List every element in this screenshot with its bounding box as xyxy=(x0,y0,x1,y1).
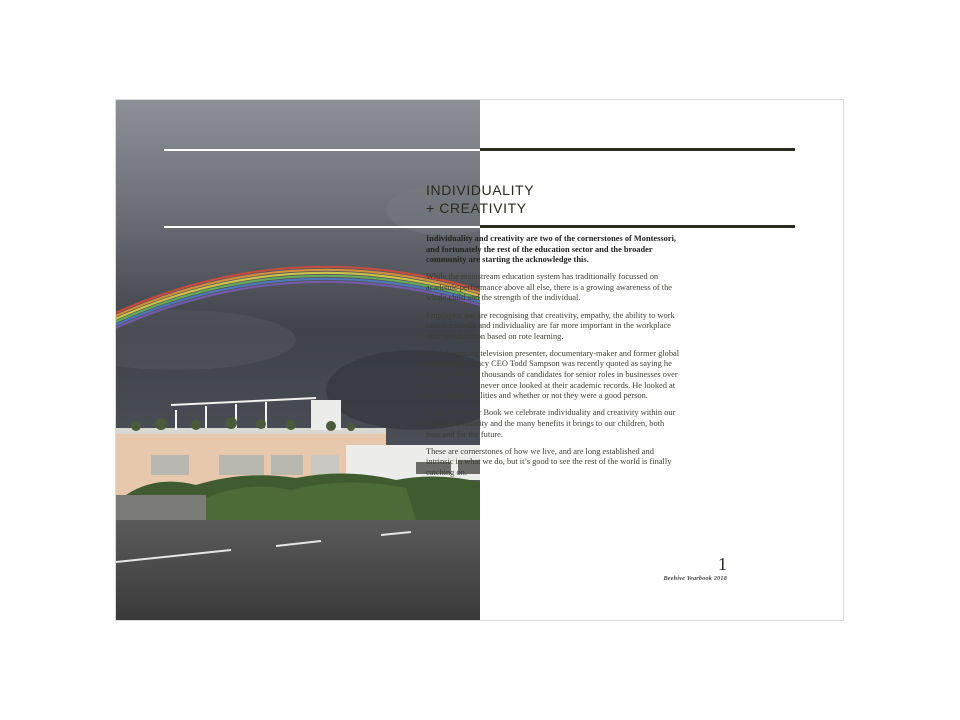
title-line-2: + CREATIVITY xyxy=(426,200,527,216)
page-title xyxy=(426,181,726,217)
publication-footer: Beehive Yearbook 2018 xyxy=(663,575,727,582)
article-body xyxy=(426,234,680,485)
photo-top-rule xyxy=(164,149,480,151)
paragraph-1: While the mainstream education system has traditionally focussed on academic performance above all else, there is a growing awareness of the whole child and the strength of the individual. xyxy=(426,272,673,303)
paragraph-2: Employers too are recognising that creativity, empathy, the ability to work collaboratively and individuality are far more important in the workplace than an education based on rote learning. xyxy=(426,310,675,341)
title-line-1: INDIVIDUALITY xyxy=(426,182,535,198)
paragraph-3: Award-winning television presenter, documentary-maker and former global advertising agency CEO Todd Sampson was recently quoted as saying he had interviewed thousands of candidates for senior roles in businesses over many years and never once looked at their academic records. He looked at their human qualities and whether or not they were a good person. xyxy=(426,348,680,401)
title-bottom-rule xyxy=(480,225,795,228)
title-top-rule xyxy=(480,148,795,151)
paragraph-4: In the 2018 Year Book we celebrate individuality and creativity within our school community and the many benefits it brings to our children, both now and for the future. xyxy=(426,408,676,439)
paragraph-5: These are cornerstones of how we live, and are long established and intrinsic in what we do, but it’s good to see the rest of the world is finally catching on. xyxy=(426,446,672,477)
page-number: 1 xyxy=(718,554,727,574)
lead-paragraph: Individuality and creativity are two of the cornerstones of Montessori, and fortunately the rest of the education sector and the broader community are starting the acknowledge this. xyxy=(426,234,676,265)
photo-bottom-rule xyxy=(164,226,480,228)
